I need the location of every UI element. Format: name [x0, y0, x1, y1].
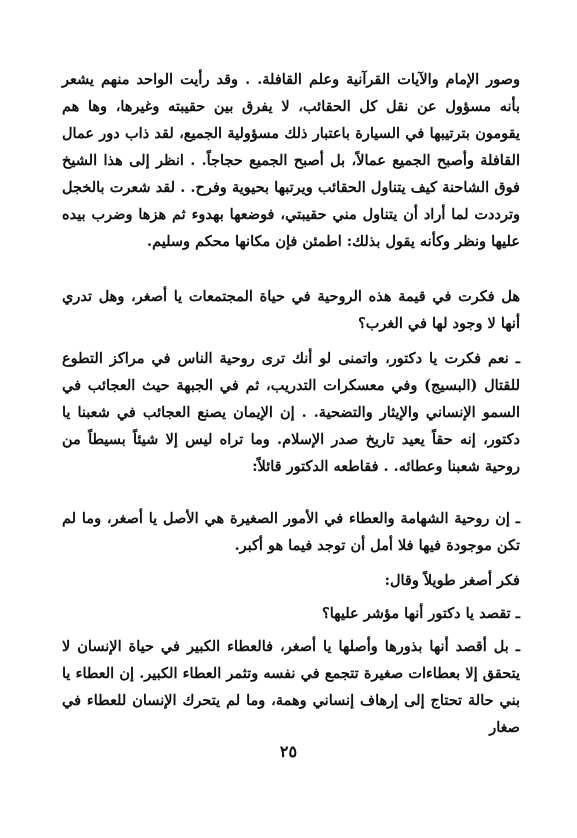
- paragraph-text: فكر أصغر طويلاً وقال:: [384, 572, 520, 589]
- paragraph-text: ـ نعم فكرت يا دكتور، واتمنى لو أنك ترى روحية الناس في مراكز التطوع للقتال (البسيج) وفي معسكرات التدريب، ثم في الجبهة حيث العجائب في السمو الإنساني والإيثار والتضحية. . إن الإيمان يصنع العجائب في شعبنا يا دكتور، إنه حقاً يعيد تاريخ صدر الإسلام. وما تراه ليس إلا شيئاً بسيطاً من روحية شعبنا وعطائه. . فقاطعه الدكتور قائلاً:: [62, 350, 520, 475]
- paragraph-text: هل فكرت في قيمة هذه الروحية في حياة المجتمعات يا أصغر، وهل تدري أنها لا وجود لها في الغرب؟: [62, 288, 520, 332]
- paragraph-2: [62, 283, 520, 337]
- paragraph-text: ـ بل أقصد أنها بذورها وأصلها يا أصغر، فالعطاء الكبير في حياة الإنسان لا يتحقق إلا بعطاءات صغيرة تتجمع في نفسه وتثمر العطاء الكبير. إن العطاء يا بني حالة تحتاج إلى إرهاف إنساني وهمة، وما لم يتحرك الإنسان للعطاء في صغار: [62, 638, 520, 736]
- paragraph-7: [62, 633, 520, 741]
- paragraph-6: [62, 600, 520, 627]
- paragraph-5: [62, 567, 520, 594]
- page-number: ٢٥: [279, 742, 298, 761]
- paragraph-3: [62, 345, 520, 480]
- paragraph-4: [62, 505, 520, 559]
- paragraph-text: ـ إن روحية الشهامة والعطاء في الأمور الصغيرة هي الأصل يا أصغر، وما لم تكن موجودة فيها فلا أمل أن توجد فيما هو أكبر.: [62, 510, 520, 554]
- paragraph-1: [62, 66, 520, 255]
- paragraph-text: ـ تقصد يا دكتور أنها مؤشر عليها؟: [322, 605, 520, 622]
- paragraph-text: وصور الإمام والآيات القرآنية وعلم القافلة. . وقد رأيت الواحد منهم يشعر بأنه مسؤول عن نقل كل الحقائب، لا يفرق بين حقيبته وغيرها، وها هم يقومون بترتيبها في السيارة باعتبار ذلك مسؤولية الجميع، لقد ذاب دور عمال القافلة وأصبح الجميع عمالاً، بل أصبح الجميع حجاجاً. . انظر إلى هذا الشيخ فوق الشاحنة كيف يتناول الحقائب ويرتبها بحيوية وفرح. . لقد شعرت بالخجل وترددت لما أراد أن يتناول مني حقيبتي، فوضعها بهدوء ثم هزها وضرب بيده عليها ونظر وكأنه يقول بذلك: اطمئن فإن مكانها محكم وسليم.: [62, 71, 520, 250]
